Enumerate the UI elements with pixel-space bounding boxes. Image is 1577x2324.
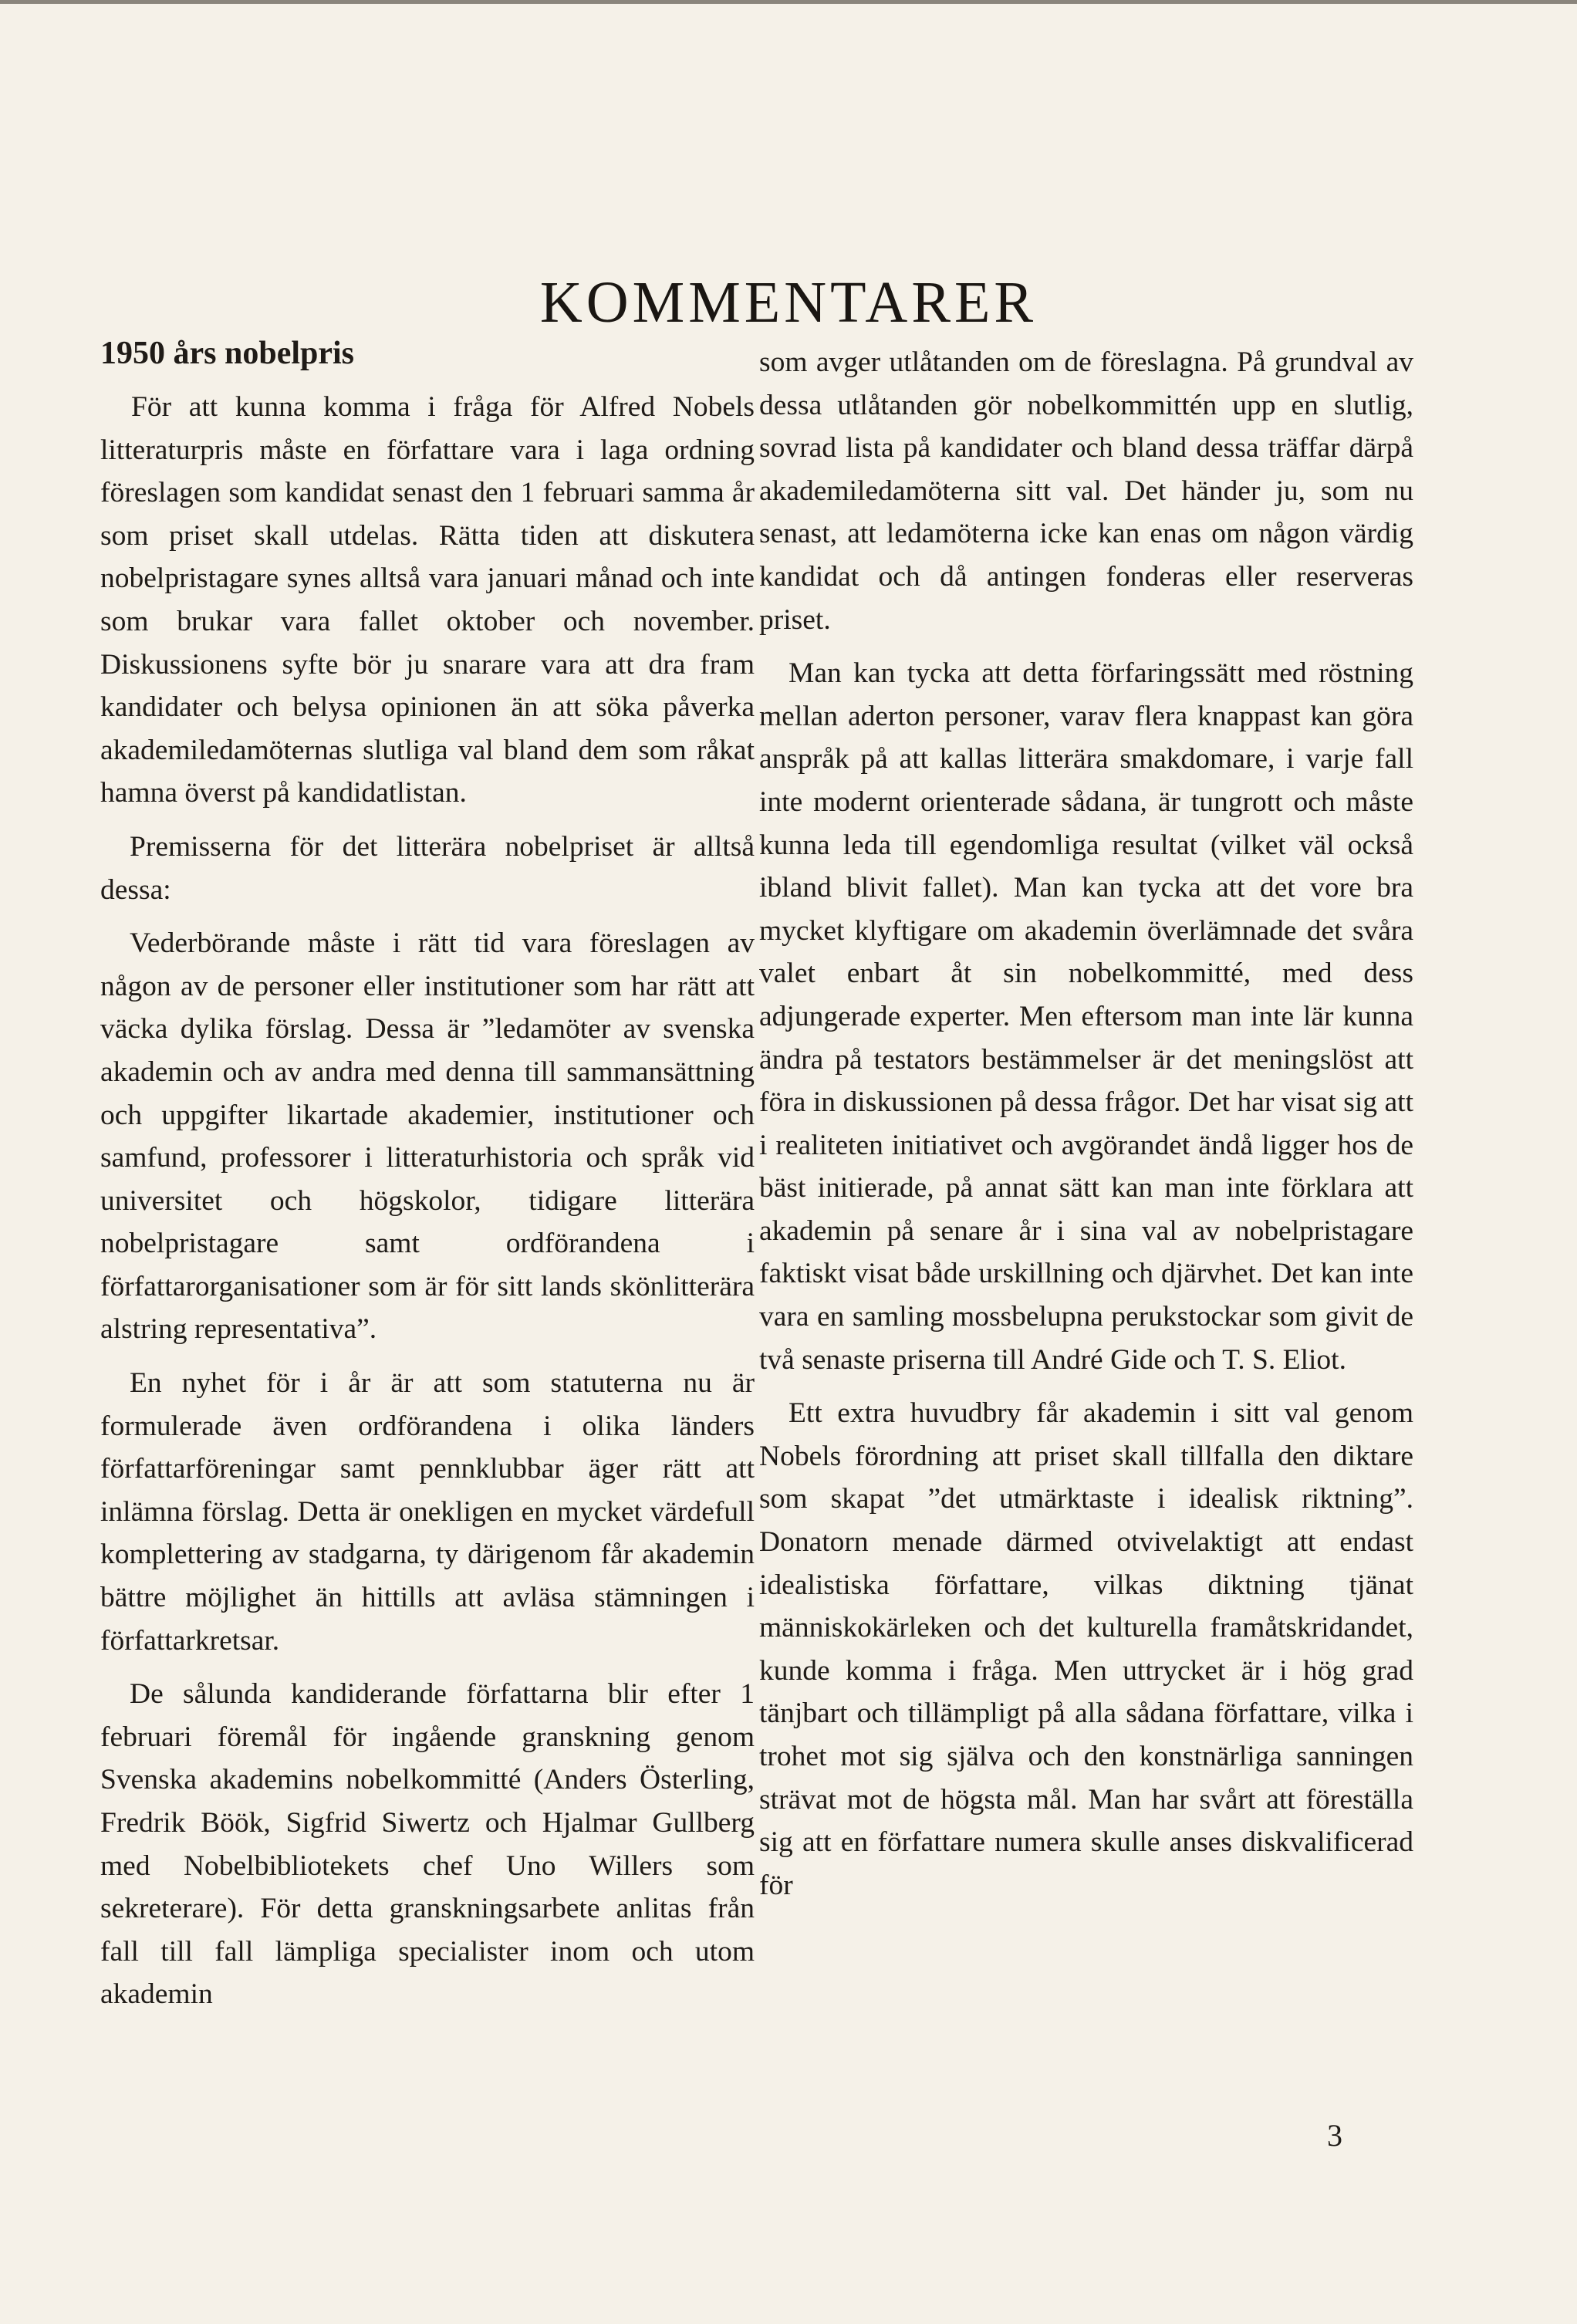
paragraph: Vederbörande måste i rätt tid vara föreslagen av någon av de personer eller institutioner som har rätt att väcka dylika förslag. Dessa är ”ledamöter av svenska akademin och av andra med denna till sammansättning och uppgifter likartade akademier, institutioner och samfund, professorer i litteraturhistoria och språk vid universitet och högskolor, tidigare litterära nobelpristagare samt ordförandena i författarorganisationer som är för sitt lands skönlitterära alstring representativa”. [100, 927, 755, 1346]
paragraph: Ett extra huvudbry får akademin i sitt val genom Nobels förordning att priset skall tillfalla den diktare som skapat ”det utmärktaste i idealisk riktning”. Donatorn menade därmed otvivelaktigt att endast idealistiska författare, vilkas diktning tjänat människokärleken och det kulturella framåtskridandet, kunde komma i fråga. Men uttrycket är i hög grad tänjbart och tillämpligt på alla sådana författare, vilka i trohet mot sig själva och den konstnärliga sanningen strävat mot de högsta mål. Man har svårt att föreställa sig att en författare numera skulle anses diskvalificerad för [759, 1397, 1413, 1901]
right-column [759, 341, 1413, 1917]
paragraph: En nyhet för i år är att som statuterna nu är formulerade även ordförandena i olika länders författarföreningar samt pennklubbar äger rätt att inlämna förslag. Detta är onekligen en mycket värdefull komplettering av stadgarna, ty därigenom får akademin bättre möjlighet än hittills att avläsa stämningen i författarkretsar. [100, 1367, 755, 1657]
left-column [100, 332, 755, 2027]
paragraph: Premisserna för det litterära nobelpriset är alltså dessa: [100, 830, 755, 906]
page-heading: KOMMENTARER [539, 269, 1038, 335]
paragraph: De sålunda kandiderande författarna blir efter 1 februari föremål för ingående granskning genom Svenska akademins nobelkommitté (Anders Österling, Fredrik Böök, Sigfrid Siwertz och Hjalmar Gullberg med Nobelbibliotekets chef Uno Willers som sekreterare). För detta granskningsarbete anlitas från fall till fall lämpliga specialister inom och utom akademin [100, 1678, 755, 2011]
section-subheading: 1950 års nobelpris [100, 336, 355, 371]
paragraph: Man kan tycka att detta förfaringssätt med röstning mellan aderton personer, varav flera knappast kan göra anspråk på att kallas litterära smakdomare, i varje fall inte modernt orienterade sådana, är tungrott och måste kunna leda till egendomliga resultat (vilket väl också ibland blivit fallet). Man kan tycka att det vore bra mycket klyftigare om akademin överlämnade det svåra valet enbart åt sin nobelkommitté, med dess adjungerade experter. Men eftersom man inte lär kunna ändra på testators bestämmelser är det meningslöst att föra in diskussionen på dessa frågor. Det har visat sig att i realiteten initiativet och avgörandet ändå ligger hos de bäst initierade, på annat sätt kan man inte förklara att akademin på senare år i sina val av nobelpristagare faktiskt visat både urskillning och djärvhet. Det kan inte vara en samling mossbelupna perukstockar som givit de två senaste priserna till André Gide och T. S. Eliot. [759, 657, 1413, 1376]
paragraph: För att kunna komma i fråga för Alfred Nobels litteraturpris måste en författare vara i laga ordning föreslagen som kandidat senast den 1 februari samma år som priset skall utdelas. Rätta tiden att diskutera nobelpristagare synes alltså vara januari månad och inte som brukar vara fallet oktober och november. Diskussionens syfte bör ju snarare vara att dra fram kandidater och belysa opinionen än att söka påverka akademiledamöternas slutliga val bland dem som råkat hamna överst på kandidatlistan. [100, 391, 755, 809]
page-number: 3 [1327, 2118, 1342, 2153]
top-edge-rule [0, 0, 1577, 4]
paragraph: som avger utlåtanden om de föreslagna. På grundval av dessa utlåtanden gör nobelkommittén upp en slutlig, sovrad lista på kandidater och bland dessa träffar därpå akademiledamöterna sitt val. Det händer ju, som nu senast, att ledamöterna icke kan enas om någon värdig kandidat och då antingen fonderas eller reserveras priset. [759, 346, 1413, 636]
